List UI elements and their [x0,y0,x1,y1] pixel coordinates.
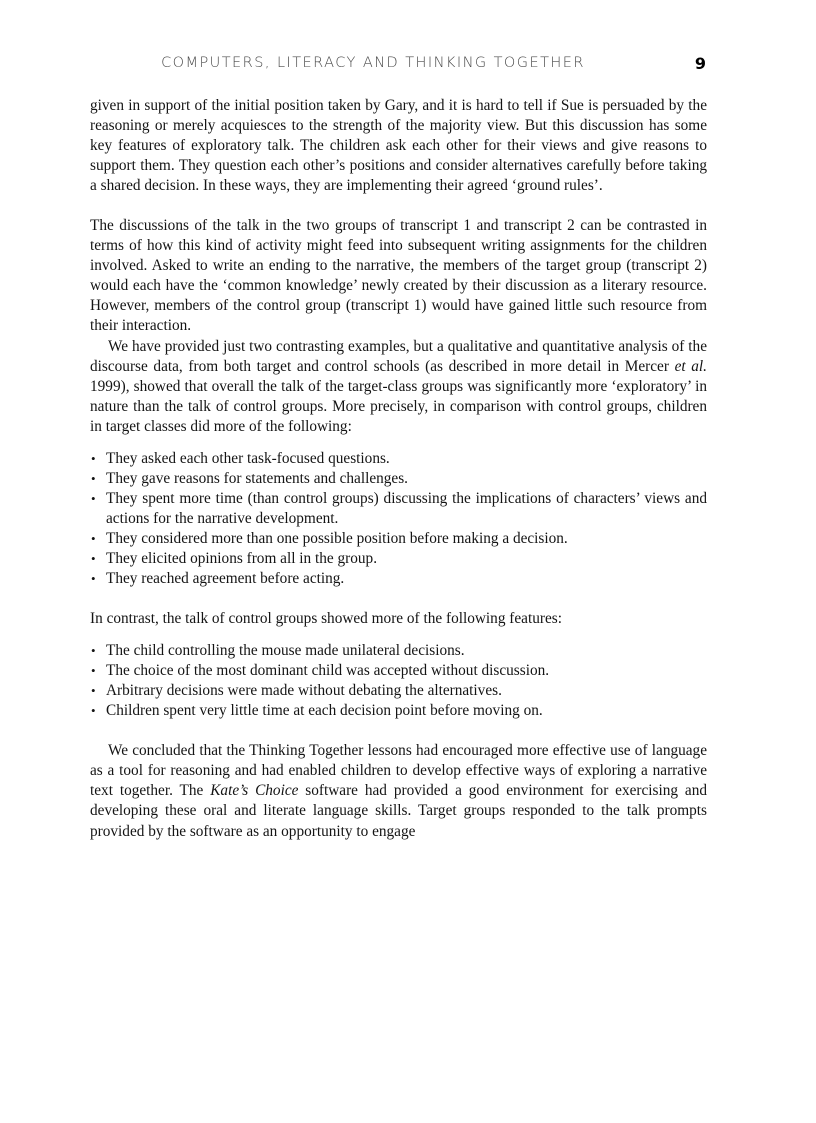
paragraph-in-contrast: In contrast, the talk of control groups showed more of the following features: [90,610,562,628]
running-head-title: COMPUTERS, LITERACY AND THINKING TOGETHER [161,55,585,71]
list-item [90,641,707,661]
bullet-icon: • [91,683,96,699]
list-item-label: The choice of the most dominant child was accepted without discussion. [106,662,550,680]
bullet-icon: • [91,470,96,486]
paragraph-conclusion [90,741,707,841]
list-control-group-features [90,641,707,721]
text-column [90,96,707,842]
list-item [90,469,707,489]
bullet-icon: • [91,550,96,566]
list-item [90,529,707,549]
list-item-label: They spent more time (than control groups) discussing the implications of characters’ views and actions for the narrative development. [106,489,707,527]
page-number: 9 [694,54,706,73]
bullet-icon: • [91,643,96,659]
bullet-icon: • [91,450,96,466]
bullet-icon: • [91,703,96,719]
list-item-label: They asked each other task-focused questions. [106,449,390,467]
list-item [90,661,707,681]
paragraph-conclusion-text-after: software had provided a good environment for exercising and developing these oral and literate language skills. Target groups responded to the talk prompts provided by the software as an opportunity to engage [90,782,708,840]
list-item [90,681,707,701]
paragraph-discussions: The discussions of the talk in the two groups of transcript 1 and transcript 2 can be contrasted in terms of how this kind of activity might feed into subsequent writing assignments for the children involved. Asked to write an ending to the narrative, the members of the target group (transcript 2) would each have the ‘common knowledge’ newly created by their discussion as a literary resource. However, members of the control group (transcript 1) would have gained little such resource from their interaction. [90,217,707,335]
list-item-label: They elicited opinions from all in the group. [106,549,378,567]
citation-et-al: et al. [674,357,708,375]
list-item-label: They considered more than one possible position before making a decision. [106,529,568,547]
paragraph-analysis-text-after: 1999), showed that overall the talk of the target-class groups was significantly more ‘exploratory’ in nature than the talk of control groups. More precisely, in comparison with control groups, children in target classes did more of the following: [90,377,707,435]
list-item-label: The child controlling the mouse made unilateral decisions. [106,642,465,660]
list-item [90,569,707,589]
paragraph-continuation: given in support of the initial position taken by Gary, and it is hard to tell if Sue is persuaded by the reasoning or merely acquiesces to the strength of the majority view. But this discussion has some key features of exploratory talk. The children ask each other for their views and give reasons to support them. They question each other’s positions and consider alternatives carefully before taking a shared decision. In these ways, they are implementing their agreed ‘ground rules’. [90,97,707,195]
list-item [90,701,707,721]
bullet-icon: • [91,530,96,546]
paragraph-analysis-text-before: We have provided just two contrasting examples, but a qualitative and quantitative analysis of the discourse data, from both target and control schools (as described in more detail in Mercer [90,337,707,375]
list-item-label: They reached agreement before acting. [106,570,345,588]
list-item-label: They gave reasons for statements and challenges. [106,469,409,487]
running-head [90,55,706,81]
list-target-group-features [90,449,707,589]
paragraph-conclusion-text-before: We concluded that the Thinking Together lessons had encouraged more effective use of language as a tool for reasoning and had enabled children to develop effective ways of exploring a narrative text together. The [90,742,707,800]
list-item [90,449,707,469]
list-item [90,489,707,529]
list-item-label: Arbitrary decisions were made without debating the alternatives. [106,682,502,700]
bullet-icon: • [91,490,96,506]
paragraph-analysis [90,337,707,437]
list-item [90,549,707,569]
software-title-kates-choice: Kate’s Choice [210,782,299,800]
bullet-icon: • [91,663,96,679]
list-item-label: Children spent very little time at each decision point before moving on. [106,702,543,720]
bullet-icon: • [91,571,96,587]
